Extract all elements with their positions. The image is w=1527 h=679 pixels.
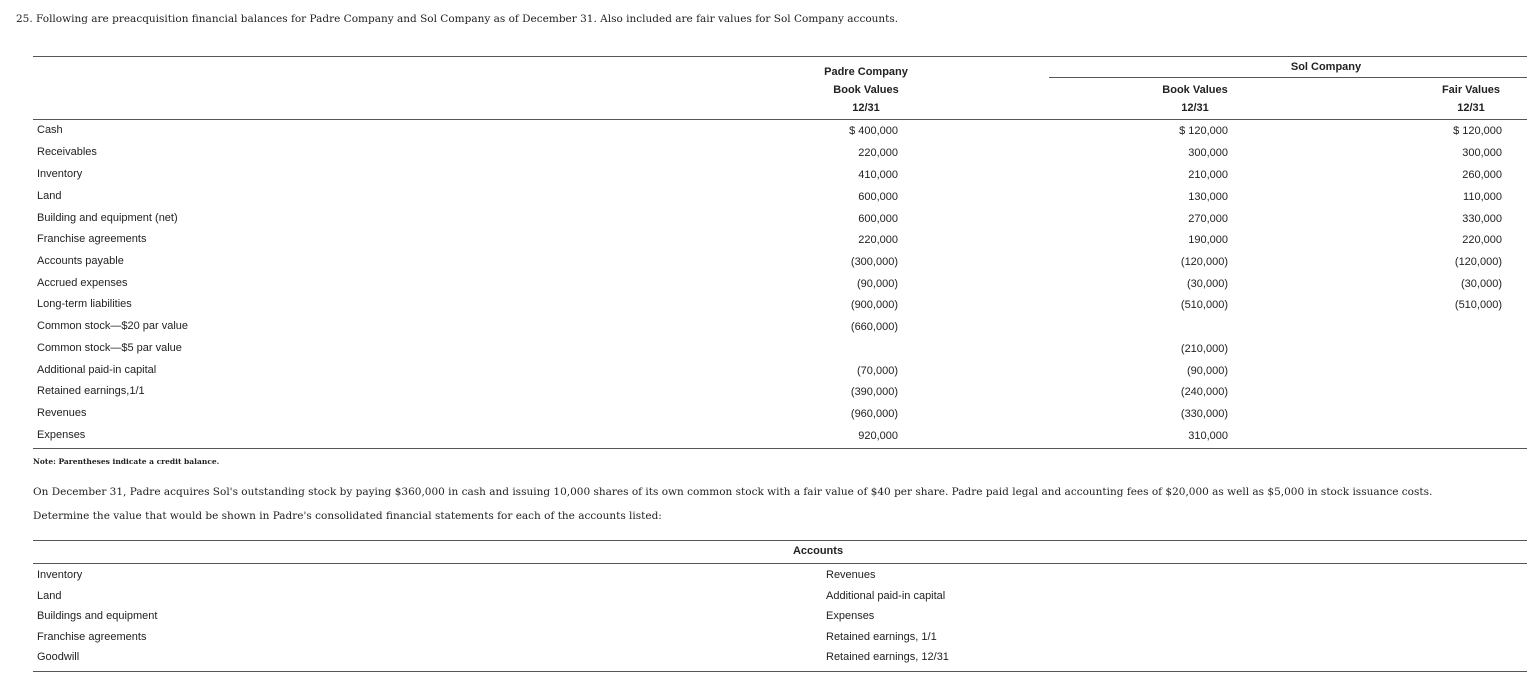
sol-book-value: (510,000) — [1180, 299, 1228, 311]
sol-book-value: (210,000) — [1180, 343, 1228, 355]
padre-book-value: 220,000 — [858, 234, 898, 246]
row-label: Building and equipment (net) — [37, 212, 178, 224]
padre-book-value: (390,000) — [850, 386, 898, 398]
sol-book-value: (30,000) — [1187, 278, 1228, 290]
header-bottom-rule — [33, 119, 1527, 120]
sol-book-value: 210,000 — [1188, 169, 1228, 181]
padre-book-value: $ 400,000 — [849, 125, 898, 137]
padre-book-value: 220,000 — [858, 147, 898, 159]
padre-book-value: (90,000) — [857, 278, 898, 290]
sol-fair-value: (510,000) — [1454, 299, 1502, 311]
credit-balance-note: Note: Parentheses indicate a credit balance. — [33, 457, 220, 466]
account-item: Expenses — [826, 610, 875, 622]
row-label: Land — [37, 190, 62, 202]
row-label: Long-term liabilities — [37, 298, 132, 310]
account-item: Retained earnings, 12/31 — [826, 651, 949, 663]
padre-book-value: (300,000) — [850, 256, 898, 268]
row-label: Accrued expenses — [37, 277, 128, 289]
sol-book-value: 130,000 — [1188, 191, 1228, 203]
sol-book-values-header: Book Values — [1162, 84, 1228, 96]
account-item: Buildings and equipment — [37, 610, 158, 622]
padre-book-value: 410,000 — [858, 169, 898, 181]
row-label: Cash — [37, 124, 63, 136]
table-bottom-rule — [33, 448, 1527, 449]
sol-fair-value: 260,000 — [1462, 169, 1502, 181]
padre-book-value: (660,000) — [850, 321, 898, 333]
sol-fair-value: 220,000 — [1462, 234, 1502, 246]
padre-book-value: 600,000 — [858, 191, 898, 203]
row-label: Revenues — [37, 407, 87, 419]
row-label: Receivables — [37, 146, 97, 158]
sol-book-value: 270,000 — [1188, 213, 1228, 225]
row-label: Expenses — [37, 429, 86, 441]
row-label: Accounts payable — [37, 255, 124, 267]
row-label: Common stock—$20 par value — [37, 320, 189, 332]
sol-book-value: 190,000 — [1188, 234, 1228, 246]
row-label: Additional paid-in capital — [37, 364, 157, 376]
sol-fair-date-header: 12/31 — [1457, 102, 1485, 114]
padre-company-header: Padre Company — [824, 66, 908, 78]
table-top-rule — [33, 56, 1527, 57]
padre-book-values-header: Book Values — [833, 84, 899, 96]
account-item: Retained earnings, 1/1 — [826, 631, 937, 643]
instruction-text: Determine the value that would be shown in Padre's consolidated financial statements for each of the accounts listed: — [33, 510, 662, 522]
padre-book-value: 600,000 — [858, 213, 898, 225]
sol-fair-value: (30,000) — [1461, 278, 1502, 290]
sol-book-value: 310,000 — [1188, 430, 1228, 442]
padre-book-value: (900,000) — [850, 299, 898, 311]
accounts-top-rule — [33, 540, 1527, 541]
account-item: Franchise agreements — [37, 631, 147, 643]
sol-book-value: $ 120,000 — [1179, 125, 1228, 137]
sol-fair-value: 330,000 — [1462, 213, 1502, 225]
account-item: Inventory — [37, 569, 83, 581]
sol-book-value: (90,000) — [1187, 365, 1228, 377]
sol-fair-value: $ 120,000 — [1453, 125, 1502, 137]
sol-fair-values-header: Fair Values — [1441, 84, 1501, 96]
sol-book-value: (120,000) — [1180, 256, 1228, 268]
padre-book-value: (70,000) — [857, 365, 898, 377]
sol-header-rule — [1049, 77, 1527, 78]
sol-fair-value: 110,000 — [1463, 191, 1502, 203]
row-label: Retained earnings,1/1 — [37, 385, 145, 397]
row-label: Inventory — [37, 168, 83, 180]
sol-book-date-header: 12/31 — [1181, 102, 1209, 114]
sol-fair-value: 300,000 — [1462, 147, 1502, 159]
padre-book-value: 920,000 — [858, 430, 898, 442]
question-text: 25. Following are preacquisition financial balances for Padre Company and Sol Company as of December 31. Also included are fair values for Sol Company accounts. — [16, 13, 899, 25]
account-item: Goodwill — [37, 651, 80, 663]
account-item: Revenues — [826, 569, 876, 581]
accounts-header: Accounts — [792, 545, 844, 557]
account-item: Land — [37, 590, 62, 602]
sol-company-header: Sol Company — [1290, 61, 1362, 73]
account-item: Additional paid-in capital — [826, 590, 946, 602]
padre-book-value: (960,000) — [850, 408, 898, 420]
sol-fair-value: (120,000) — [1454, 256, 1502, 268]
row-label: Common stock—$5 par value — [37, 342, 182, 354]
accounts-header-rule — [33, 563, 1527, 564]
row-label: Franchise agreements — [37, 233, 147, 245]
sol-book-value: 300,000 — [1188, 147, 1228, 159]
accounts-bottom-rule — [33, 671, 1527, 672]
acquisition-paragraph: On December 31, Padre acquires Sol's outstanding stock by paying $360,000 in cash and issuing 10,000 shares of its own common stock with a fair value of $40 per share. Padre paid legal and accounting fees of $20,000 as well as $5,000 in stock issuance costs. — [33, 486, 1433, 498]
padre-date-header: 12/31 — [852, 102, 880, 114]
sol-book-value: (330,000) — [1180, 408, 1228, 420]
sol-book-value: (240,000) — [1180, 386, 1228, 398]
